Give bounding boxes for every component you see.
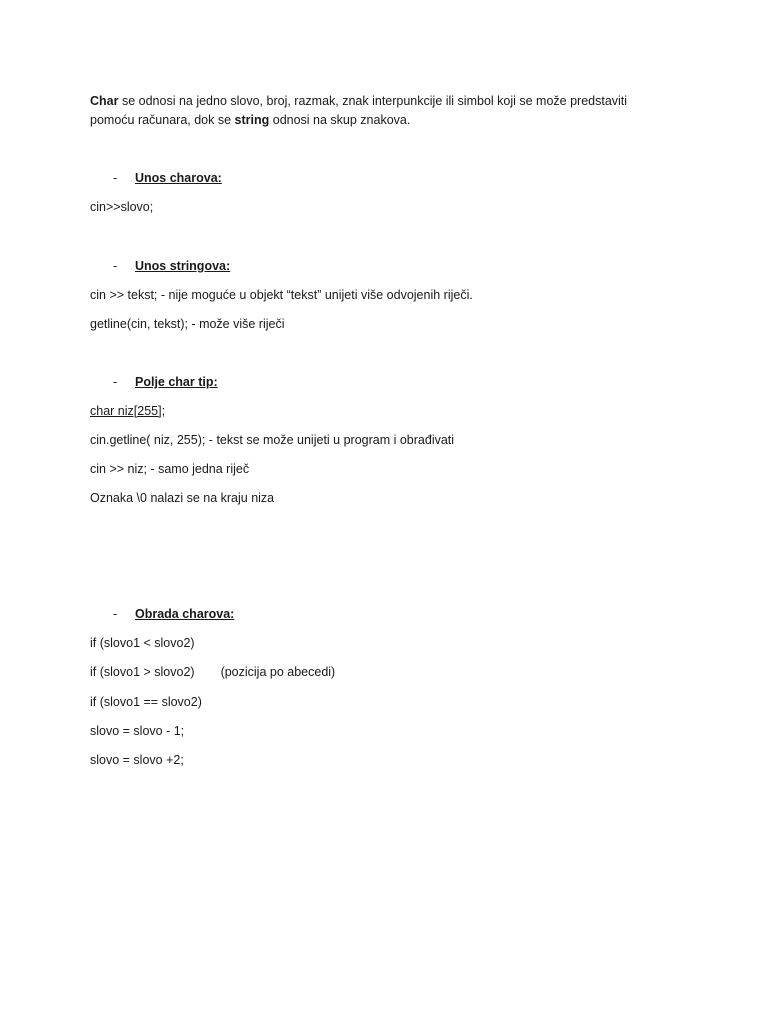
bullet-dash: - xyxy=(113,607,118,621)
intro-line-1 xyxy=(90,92,627,110)
code-line: if (slovo1 == slovo2) xyxy=(90,695,202,709)
code-line: if (slovo1 < slovo2) xyxy=(90,636,195,650)
heading-unos-charova: Unos charova: xyxy=(135,171,222,185)
intro-line-2-rest: odnosi na skup znakova. xyxy=(269,113,411,127)
text-line: Oznaka \0 nalazi se na kraju niza xyxy=(90,491,275,505)
code-line: cin.getline( niz, 255); - tekst se može unijeti u program i obrađivati xyxy=(90,433,455,447)
intro-term-string: string xyxy=(234,113,270,127)
bullet-dash: - xyxy=(113,259,118,273)
intro-line-2-start: pomoću računara, dok se xyxy=(90,113,235,127)
bullet-dash: - xyxy=(113,171,118,185)
heading-obrada-charova: Obrada charova: xyxy=(135,607,235,621)
code-line xyxy=(90,663,335,681)
code-line: cin >> tekst; - nije moguće u objekt “tekst” unijeti više odvojenih riječi. xyxy=(90,288,473,302)
intro-line-2 xyxy=(90,111,410,129)
heading-unos-stringova: Unos stringova: xyxy=(135,259,231,273)
code-note: (pozicija po abecedi) xyxy=(220,665,336,679)
code-line: cin >> niz; - samo jedna riječ xyxy=(90,462,250,476)
code-line: getline(cin, tekst); - može više riječi xyxy=(90,317,285,331)
code-line: slovo = slovo +2; xyxy=(90,753,184,767)
code-text: if (slovo1 > slovo2) xyxy=(90,665,195,679)
code-line: cin>>slovo; xyxy=(90,200,154,214)
bullet-dash: - xyxy=(113,375,118,389)
heading-polje-char-tip: Polje char tip: xyxy=(135,375,218,389)
intro-line-1-text: se odnosi na jedno slovo, broj, razmak, znak interpunkcije ili simbol koji se može predstaviti xyxy=(118,94,628,108)
code-line-declaration: char niz[255]; xyxy=(90,404,166,418)
intro-term-char: Char xyxy=(90,94,119,108)
code-line: slovo = slovo - 1; xyxy=(90,724,185,738)
